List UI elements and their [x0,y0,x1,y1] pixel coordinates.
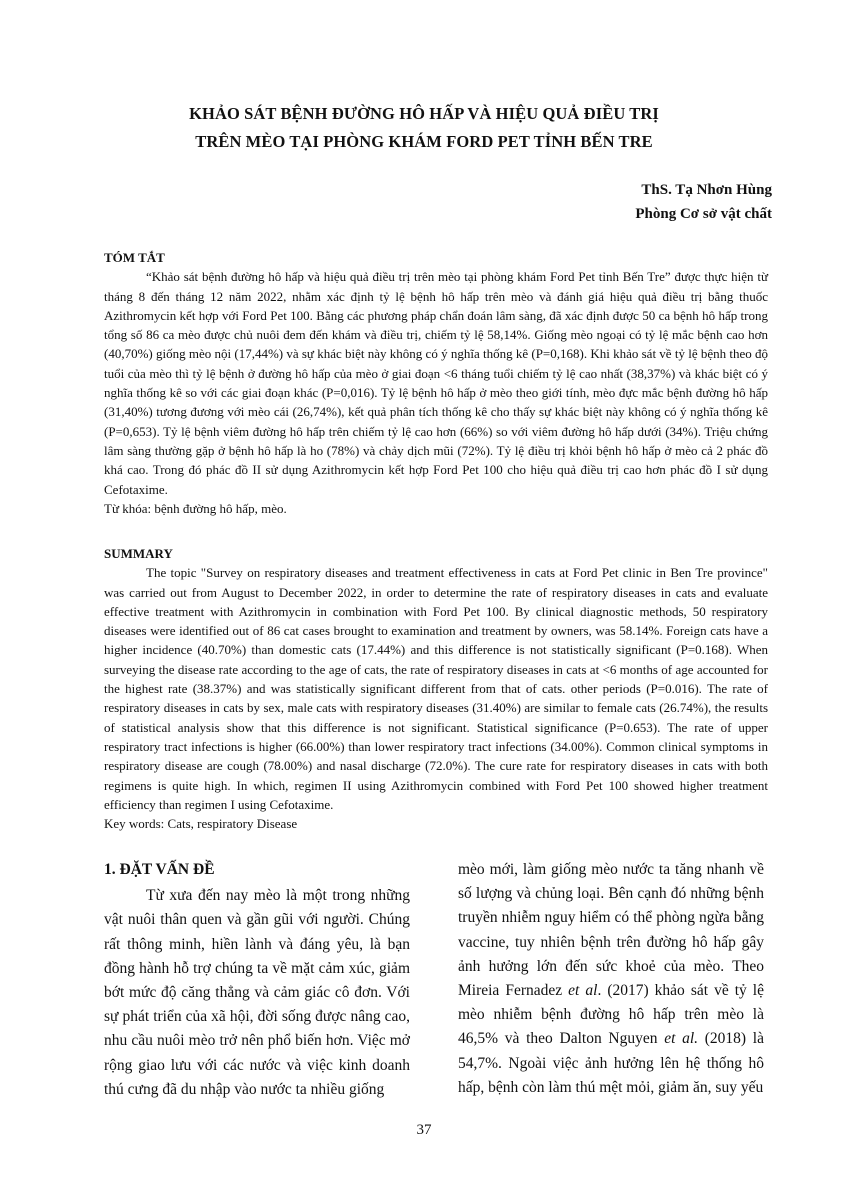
section-1-paragraph-right [458,858,764,1100]
abstract-vi-keywords: Từ khóa: bệnh đường hô hấp, mèo. [104,500,287,516]
right-text-b: . (2017) khảo sát về tỷ lệ mèo nhiễm bệnh đường hô hấp trên mèo là 46,5% và theo Dalton Nguyen [458,982,764,1048]
section-1-paragraph-left: Từ xưa đến nay mèo là một trong những vật nuôi thân quen và gần gũi với người. Chúng rất thông minh, hiền lành và đáng yêu, là bạn đồng hành hỗ trợ chúng ta về mặt cảm xúc, giảm bớt mức độ căng thẳng và cảm giác cô đơn. Với sự phát triển của xã hội, đời sống được nâng cao, nhu cầu nuôi mèo trở nên phổ biến hơn. Việc mở rộng giao lưu với các nước và việc kinh doanh thú cưng đã du nhập vào nước ta nhiều giống [104,887,410,1098]
summary-en-heading: SUMMARY [104,546,173,561]
section-1-heading: 1. ĐẶT VẤN ĐỀ [104,861,215,878]
summary-en [104,544,768,833]
et-al-1: et al [568,982,598,1000]
page-number: 37 [416,1122,432,1138]
summary-en-keywords [104,814,768,833]
abstract-vi-heading: TÓM TẮT [104,250,165,265]
title-line-1: KHẢO SÁT BỆNH ĐƯỜNG HÔ HẤP VÀ HIỆU QUẢ ĐIỀU TRỊ [189,104,659,123]
abstract-vi-body: “Khảo sát bệnh đường hô hấp và hiệu quả điều trị trên mèo tại phòng khám Ford Pet tỉnh Bến Tre” được thực hiện từ tháng 8 đến tháng 12 năm 2022, nhằm xác định tỷ lệ bệnh hô hấp trên mèo và đánh giá hiệu quả điều trị bằng thuốc Azithromycin kết hợp với Ford Pet 100. Bằng các phương pháp chẩn đoán lâm sàng, đã xác định được 50 ca bệnh hô hấp trong tổng số 86 ca mèo được chủ nuôi đem đến khám và điều trị, chiếm tỷ lệ 58,14%. Giống mèo ngoại có tỷ lệ mắc bệnh cao hơn (40,70%) giống mèo nội (17,44%) và sự khác biệt này không có ý nghĩa thống kê (P=0,168). Khi khảo sát về tỷ lệ bệnh theo độ tuổi của mèo thì tỷ lệ bệnh ở đường hô hấp của mèo ở giai đoạn <6 tháng tuổi chiếm tỷ lệ cao nhất (38,37%) và khác biệt có ý nghĩa thống kê so với các giai đoạn khác (P=0,016). Tỷ lệ bệnh hô hấp ở mèo theo giới tính, mèo đực mắc bệnh đường hô hấp (31,40%) tương đương với mèo cái (26,74%), kết quả phân tích thống kê cho thấy sự khác biệt này không có ý nghĩa thống kê (P=0,653). Tỷ lệ bệnh viêm đường hô hấp trên chiếm tỷ lệ cao hơn (66%) so với viêm đường hô hấp dưới (34%). Triệu chứng lâm sàng thường gặp ở bệnh hô hấp là ho (78%) và chảy dịch mũi (72%). Tỷ lệ điều trị khỏi bệnh hô hấp ở mèo cả 2 phác đồ khá cao. Trong đó phác đồ II sử dụng Azithromycin kết hợp Ford Pet 100 cho hiệu quả điều trị cao hơn phác đồ I sử dụng Cefotaxime. [104,269,768,497]
column-left [104,858,410,1102]
paper-title [100,100,748,156]
right-text-a: mèo mới, làm giống mèo nước ta tăng nhanh về số lượng và chủng loại. Bên cạnh đó những bệnh truyền nhiễm nguy hiểm có thể phòng ngừa bằng vaccine, tuy nhiên bệnh trên đường hô hấp gây ảnh hưởng lớn đến sức khoẻ của mèo. Theo Mireia Fernadez [458,861,764,1000]
right-text-c: (2018) là 54,7%. Ngoài việc ảnh hưởng lên hệ thống hô hấp, bệnh còn làm thú mệt mỏi, giảm ăn, suy yếu [458,1030,764,1096]
title-line-2: TRÊN MÈO TẠI PHÒNG KHÁM FORD PET TỈNH BẾN TRE [195,132,653,151]
summary-en-body: The topic "Survey on respiratory diseases and treatment effectiveness in cats at Ford Pet clinic in Ben Tre province" was carried out from August to December 2022, in order to determine the rate of respiratory diseases in cats and evaluate effective treatment with Azithromycin in combination with Ford Pet 100. By clinical diagnostic methods, 50 respiratory diseases were identified out of 86 cat cases brought to examination and treatment by owners, was 58.14%. Foreign cats have a higher incidence (40.70%) than domestic cats (17.44%) and this difference is not statistically significant (P=0.168). When surveying the disease rate according to the age of cats, the rate of respiratory diseases in cats at <6 months of age accounted for the highest rate (38.37%) and was statistically significant different from that of cats. other periods (P=0.016). The rate of respiratory diseases in cats by sex, male cats with respiratory diseases (31.40%) are similar to female cats (26.74%), the results of statistical analysis show that this difference is not significant. Statistical significance (P=0.653). The rate of upper respiratory tract infections is higher (66.00%) than lower respiratory tract infections (34.00%). Common clinical symptoms in respiratory disease are cough (78.00%) and nasal discharge (72.0%). The cure rate for respiratory diseases in cats with both regimens is quite high. In which, regimen II using Azithromycin combined with Ford Pet 100 showed higher treatment efficiency than regimen I using Cefotaxime. [104,565,768,812]
column-right [458,858,764,1100]
author-block [635,178,772,226]
author-name: ThS. Tạ Nhơn Hùng [641,182,772,198]
et-al-2: et al. [664,1030,699,1048]
keywords-value: Cats, respiratory Disease [164,816,298,832]
abstract-vi [104,248,768,518]
author-affiliation: Phòng Cơ sở vật chất [635,206,772,222]
keywords-label: Key words: [104,816,165,832]
